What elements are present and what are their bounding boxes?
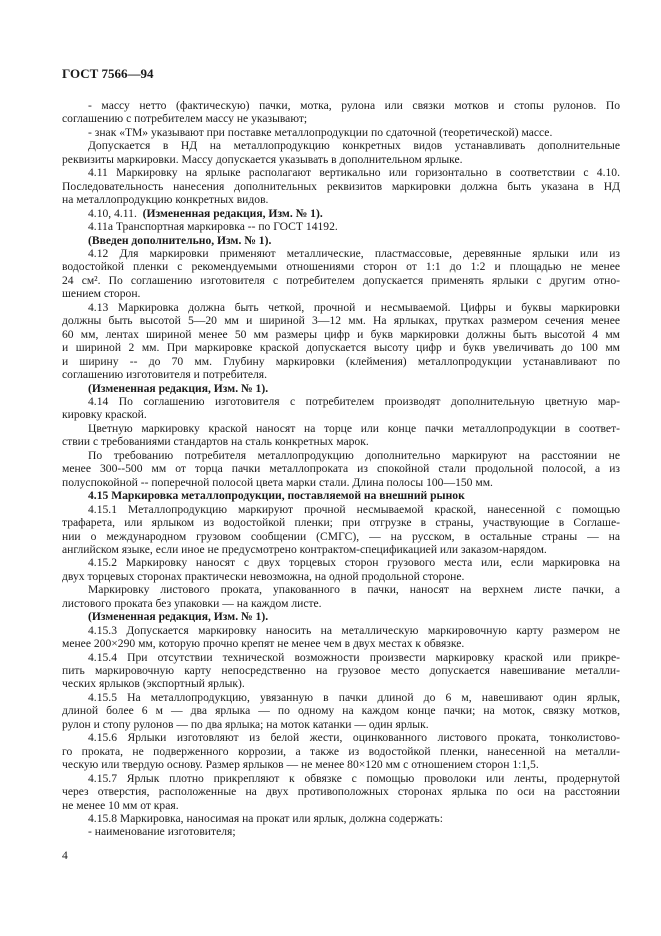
amendment-note: (Измененная редакция, Изм. № 1). [142, 206, 323, 220]
paragraph [62, 422, 620, 449]
text-line: соглашению с потребителем массу не указывают; [62, 112, 308, 126]
paragraph [62, 691, 620, 731]
paragraph [62, 220, 620, 233]
paragraph [62, 583, 620, 610]
text-line: (Измененная редакция, Изм. № 1). [88, 610, 269, 624]
text-line: 4.15.1 Металлопродукцию маркируют прочной несмываемой краской, нанесенной с помощью [88, 502, 620, 516]
text-line: менее 200×290 мм, которую прочно крепят не менее чем в двух местах к обвязке. [62, 637, 465, 651]
text-line: соглашению изготовителя и потребителя. [62, 368, 268, 382]
text-line [62, 207, 620, 220]
text-line: 4.15.8 Маркировка, наносимая на прокат или ярлык, должна содержать: [88, 812, 443, 826]
text-line: ствии с требованиями стандартов на сталь конкретных марок. [62, 435, 369, 449]
text-line: нии о международном грузовом сообщении (СМГС), — на русском, в остальные страны — на [62, 529, 620, 543]
text-line: Цветную маркировку краской наносят на торце или конце пачки металлопродукции в соответ- [88, 421, 620, 435]
paragraph [62, 772, 620, 812]
text-line: реквизиты маркировки. Массу допускается указывать в дополнительном ярлыке. [62, 152, 463, 166]
text-line: водостойкой пленки с рекомендуемыми отношениями сторон от 1:1 до 1:2 и площадью не менее [62, 260, 620, 274]
paragraph [62, 166, 620, 206]
text-line: 4.14 По соглашению изготовителя с потребителем производят дополнительную цветную мар- [88, 394, 620, 408]
paragraph [62, 651, 620, 691]
text-line: 4.11а Транспортная маркировка -- по ГОСТ 14192. [88, 220, 338, 234]
paragraph [62, 503, 620, 557]
paragraph [62, 247, 620, 301]
document-body [62, 99, 620, 839]
text-line: 4.15.5 На металлопродукцию, увязанную в пачки длиной до 6 м, навешивают один ярлык, [88, 690, 620, 704]
text-line: - массу нетто (фактическую) пачки, мотка, рулона или связки мотков и стопы рулонов. По [88, 99, 620, 112]
text-line: 4.15.6 Ярлыки изготовляют из белой жести, оцинкованного листового проката, тонколистово- [88, 731, 620, 745]
text-line: шением сторон. [62, 287, 141, 301]
text-line: трафарета, или ярлыком из водостойкой пленки; при отгрузке в страны, участвующие в Соглаше- [62, 516, 620, 530]
text-line: По требованию потребителя металлопродукцию дополнительно маркируют на расстоянии не [88, 448, 620, 462]
text-line: Допускается в НД на металлопродукцию конкретных видов устанавливать дополнительные [88, 139, 620, 153]
text-line: 4.15.3 Допускается маркировку наносить на металлическую маркировочную карту размером не [88, 623, 620, 637]
text-line: листового проката без упаковки — на каждом листе. [62, 596, 322, 610]
page-number: 4 [62, 849, 68, 862]
bold-paragraph [62, 382, 620, 395]
bold-paragraph [62, 234, 620, 247]
text-line: 4.15 Маркировка металлопродукции, поставляемой на внешний рынок [88, 489, 465, 503]
bold-paragraph [62, 489, 620, 502]
text-line: длиной более 6 м — два ярлыка — по одному на каждом конце пачки; на моток, связку мотков, [62, 704, 620, 718]
text-line: двух торцевых сторонах практически невозможна, на одной продольной стороне. [62, 569, 465, 583]
paragraph [62, 207, 620, 220]
text-line: - наименование изготовителя; [88, 825, 236, 839]
text-line: Маркировку листового проката, упакованного в пачки, наносят на верхнем листе пачки, а [88, 583, 620, 597]
text-line: 4.15.4 При отсутствии технической возможности произвести маркировку краской или прикре- [88, 650, 620, 664]
text-line: (Введен дополнительно, Изм. № 1). [88, 233, 272, 247]
text-line: менее 300--500 мм от торца пачки металлопроката из спокойной стали продольной полосой, а из [62, 462, 620, 476]
paragraph [62, 449, 620, 489]
text-line: (Измененная редакция, Изм. № 1). [88, 381, 269, 395]
text-line: на металлопродукцию конкретных видов. [62, 193, 269, 207]
text-line: 4.12 Для маркировки применяют металлические, пластмассовые, деревянные ярлыки или из [88, 246, 620, 260]
text-line: рулон и стопу рулонов — по два ярлыка; на моток катанки — один ярлык. [62, 717, 429, 731]
text-line: 4.15.2 Маркировку наносят с двух торцевых сторон грузового места или, если маркировка на [88, 556, 620, 570]
paragraph [62, 139, 620, 166]
text-line: должны быть высотой 5—20 мм и шириной 3—12 мм. На ярлыках, прутках размером сечения менее [62, 314, 620, 328]
text-line: и ширину -- до 70 мм. Глубину маркировки (клеймения) металлопродукции устанавливают по [62, 354, 620, 368]
text-line: пить маркировочную карту непосредственно на грузовое место допускается навешивание металли- [62, 664, 620, 678]
paragraph [62, 395, 620, 422]
text-line: - знак «ТМ» указывают при поставке металлопродукции по сдаточной (теоретической) массе. [88, 125, 553, 139]
paragraph [62, 301, 620, 382]
text-line: полуспокойной -- поперечной полосой цвета марки стали. Длина полосы 100—150 мм. [62, 475, 493, 489]
text-line: го проката, не подверженного коррозии, а также из водостойкой пленки, нанесенной на металли- [62, 744, 620, 758]
paragraph [62, 731, 620, 771]
text-line: английском языке, если иное не предусмотрено контрактом-спецификацией или заказом-нарядом. [62, 542, 547, 556]
text-line: через отверстия, расположенные на двух противоположных сторонах ярлыка по оси на расстоянии [62, 785, 620, 799]
text-line: 24 см². По соглашению изготовителя с потребителем допускается применять ярлыки с другим отно- [62, 273, 620, 287]
bold-paragraph [62, 610, 620, 623]
text-line: ческих ярлыков (экспортный ярлык). [62, 677, 245, 691]
paragraph [62, 126, 620, 139]
text-line: ческую или твердую основу. Размер ярлыков — не менее 80×120 мм с отношением сторон 1:1,5. [62, 758, 539, 772]
text-line: не менее 10 мм от края. [62, 798, 179, 812]
paragraph [62, 812, 620, 825]
text-line: 4.13 Маркировка должна быть четкой, прочной и несмываемой. Цифры и буквы маркировки [88, 300, 620, 314]
text-line: 4.11 Маркировку на ярлыке располагают вертикально или горизонтально в соответствии с 4.10. [88, 166, 620, 180]
text-line: и шириной 2 мм. При маркировке краской допускается высоту цифр и букв увеличивать до 100 мм [62, 341, 620, 355]
paragraph [62, 556, 620, 583]
paragraph [62, 99, 620, 126]
text-line: 60 мм, лентах шириной менее 50 мм размеры цифр и букв маркировки должны быть высотой 4 мм [62, 327, 620, 341]
paragraph [62, 825, 620, 838]
clause-reference: 4.10, 4.11. [88, 206, 143, 220]
text-line: Последовательность нанесения дополнительных реквизитов маркировки должна быть указана в НД [62, 179, 620, 193]
text-line: 4.15.7 Ярлык плотно прикрепляют к обвязке с помощью проволоки или ленты, продернутой [88, 771, 620, 785]
document-header: ГОСТ 7566—94 [62, 66, 154, 81]
paragraph [62, 624, 620, 651]
text-line: кировку краской. [62, 408, 147, 422]
